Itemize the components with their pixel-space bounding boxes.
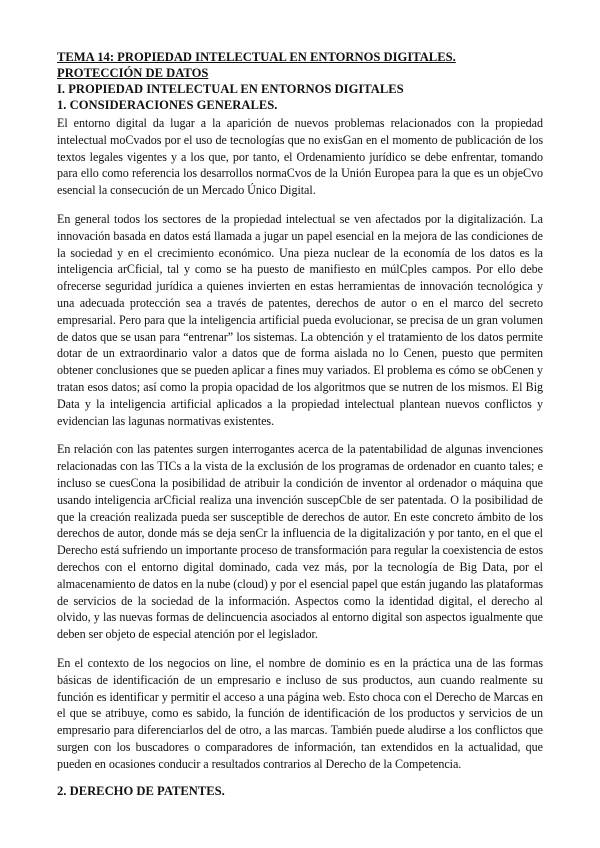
paragraph-1: El entorno digital da lugar a la aparición de nuevos problemas relacionados con la propiedad intelectual moCvados por el uso de tecnologías que no exisGan en el momento de publicación de los textos legales vigentes y a los que, por tanto, el Ordenamiento jurídico se debe enfrentar, tomando para ello como referencia los desarrollos normaCvos de la Unión Europea para la que es un objeCvo esencial la consecución de un Mercado Único Digital. — [57, 116, 543, 198]
section-heading: I. PROPIEDAD INTELECTUAL EN ENTORNOS DIGITALES — [57, 82, 404, 96]
paragraph-2: En general todos los sectores de la propiedad intelectual se ven afectados por la digitalización. La innovación basada en datos está llamada a jugar un papel esencial en la mejora de las condiciones de la sociedad y en el crecimiento económico. Una pieza nuclear de la economía de los datos es la inteligencia arCficial, tal y como se ha puesto de manifiesto en múlCples campos. Por ello debe ofrecerse seguridad jurídica a quienes invierten en estas herramientas de innovación tecnológica y una adecuada protección sea a través de patentes, derechos de autor o en el marco del secreto empresarial. Pero para que la inteligencia artificial pueda evolucionar, se precisa de un gran volumen de datos que se usan para “entrenar” los sistemas. La obtención y el tratamiento de los datos permite dotar de un extraordinario valor a datos que de forma aislada no lo Cenen, puesto que permiten obtener conclusiones que se pueden aplicar a fines muy variados. El problema es cómo se obCenen y tratan esos datos; así como la propia opacidad de los algoritmos que se nutren de los mismos. El Big Data y la inteligencia artificial aplicados a la propiedad intelectual plantean nuevos conflictos y evidencian las lagunas normativas existentes. — [57, 211, 543, 428]
subsection-heading-patents: 2. DERECHO DE PATENTES. — [57, 784, 225, 799]
subsection-heading-general: 1. CONSIDERACIONES GENERALES. — [57, 97, 278, 112]
document-title: TEMA 14: PROPIEDAD INTELECTUAL EN ENTORNOS DIGITALES. PROTECCIÓN DE DATOS — [57, 50, 456, 80]
paragraph-3: En relación con las patentes surgen interrogantes acerca de la patentabilidad de algunas invenciones relacionadas con las TICs a la vista de la exclusión de los programas de ordenador en cuanto tales; e incluso se cuesCona la posibilidad de atribuir la condición de inventor al ordenador o máquina que usando inteligencia arCficial realiza una invención suscepCble de ser patentada. O la posibilidad de que la creación realizada pueda ser susceptible de derechos de autor. En este concreto ámbito de los derechos de autor, donde más se deja senCr la influencia de la digitalización y por tanto, en el que el Derecho está sufriendo un importante proceso de transformación para regular la coexistencia de estos derechos con el entorno digital dominado, cada vez más, por la tecnología de Big Data, por el almacenamiento de datos en la nube (cloud) y por el esencial papel que están jugando las plataformas de servicios de la sociedad de la información. Aspectos como la identidad digital, el derecho al olvido, y las nuevas formas de delincuencia asociados al entorno digital son aspectos igualmente que deben ser objeto de especial atención por el legislador. — [57, 442, 543, 642]
paragraph-4: En el contexto de los negocios on line, el nombre de dominio es en la práctica una de las formas básicas de identificación de un empresario e incluso de sus productos, aun cuando realmente su función es identificar y permitir el acceso a una página web. Esto choca con el Derecho de Marcas en el que se atribuye, como es sabido, la función de identificación de los productos y servicios de un empresario para diferenciarlos del de otro, a las marcas. También puede aludirse a los conflictos que surgen con los buscadores o comparadores de información, tan extendidos en la actualidad, que pueden en ocasiones conducir a resultados contrarios al Derecho de la Competencia. — [57, 655, 543, 771]
